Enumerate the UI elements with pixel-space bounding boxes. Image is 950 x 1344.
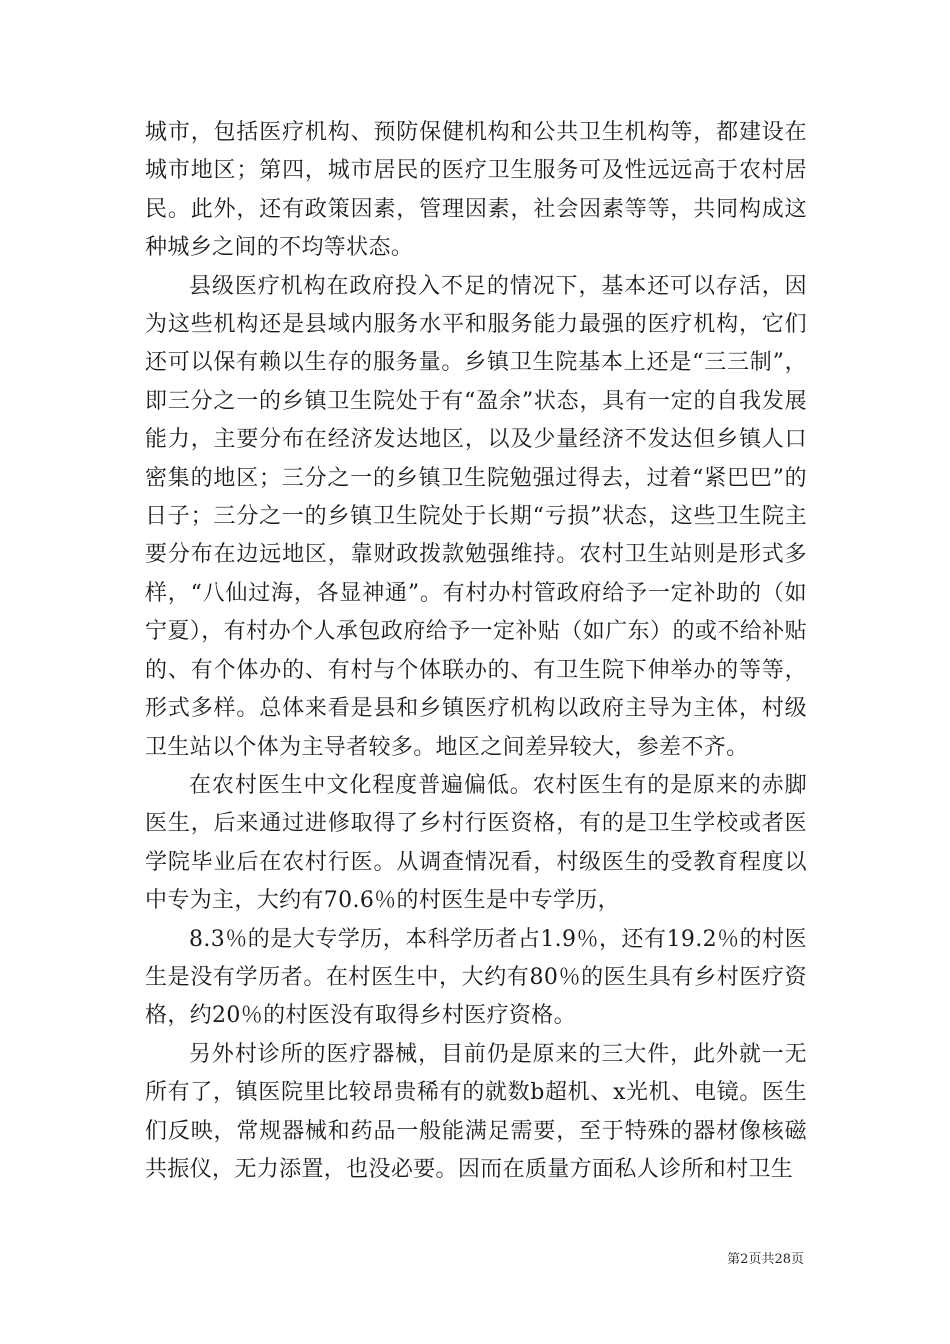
page-number-footer: 第2页共28页 — [727, 1252, 804, 1267]
paragraph-1: 城市，包括医疗机构、预防保健机构和公共卫生机构等，都建设在城市地区；第四，城市居民的医疗卫生服务可及性远远高于农村居民。此外，还有政策因素，管理因素，社会因素等等，共同构成这种城乡之间的不均等状态。 — [145, 120, 807, 261]
paragraph-5: 另外村诊所的医疗器械，目前仍是原来的三大件，此外就一无所有了，镇医院里比较昂贵稀有的就数b超机、x光机、电镜。医生们反映，常规器械和药品一般能满足需要，至于特殊的器材像核磁共振仪，无力添置，也没必要。因而在质量方面私人诊所和村卫生 — [145, 1041, 807, 1182]
document-body — [145, 114, 807, 1189]
paragraph-4: 8.3％的是大专学历，本科学历者占1.9％，还有19.2％的村医生是没有学历者。在村医生中，大约有80％的医生具有乡村医疗资格，约20％的村医没有取得乡村医疗资格。 — [145, 926, 807, 1029]
paragraph-2: 县级医疗机构在政府投入不足的情况下，基本还可以存活，因为这些机构还是县域内服务水平和服务能力最强的医疗机构，它们还可以保有赖以生存的服务量。乡镇卫生院基本上还是“三三制”，即三分之一的乡镇卫生院处于有“盈余”状态，具有一定的自我发展能力，主要分布在经济发达地区，以及少量经济不发达但乡镇人口密集的地区；三分之一的乡镇卫生院勉强过得去，过着“紧巴巴”的日子；三分之一的乡镇卫生院处于长期“亏损”状态，这些卫生院主要分布在边远地区，靠财政拨款勉强维持。农村卫生站则是形式多样，“八仙过海，各显神通”。有村办村管政府给予一定补助的（如宁夏），有村办个人承包政府给予一定补贴（如广东）的或不给补贴的、有个体办的、有村与个体联办的、有卫生院下伸举办的等等，形式多样。总体来看是县和乡镇医疗机构以政府主导为主体，村级卫生站以个体为主导者较多。地区之间差异较大，参差不齐。 — [145, 273, 807, 760]
paragraph-3: 在农村医生中文化程度普遍偏低。农村医生有的是原来的赤脚医生，后来通过进修取得了乡村行医资格，有的是卫生学校或者医学院毕业后在农村行医。从调查情况看，村级医生的受教育程度以中专为主，大约有70.6％的村医生是中专学历， — [145, 772, 807, 914]
